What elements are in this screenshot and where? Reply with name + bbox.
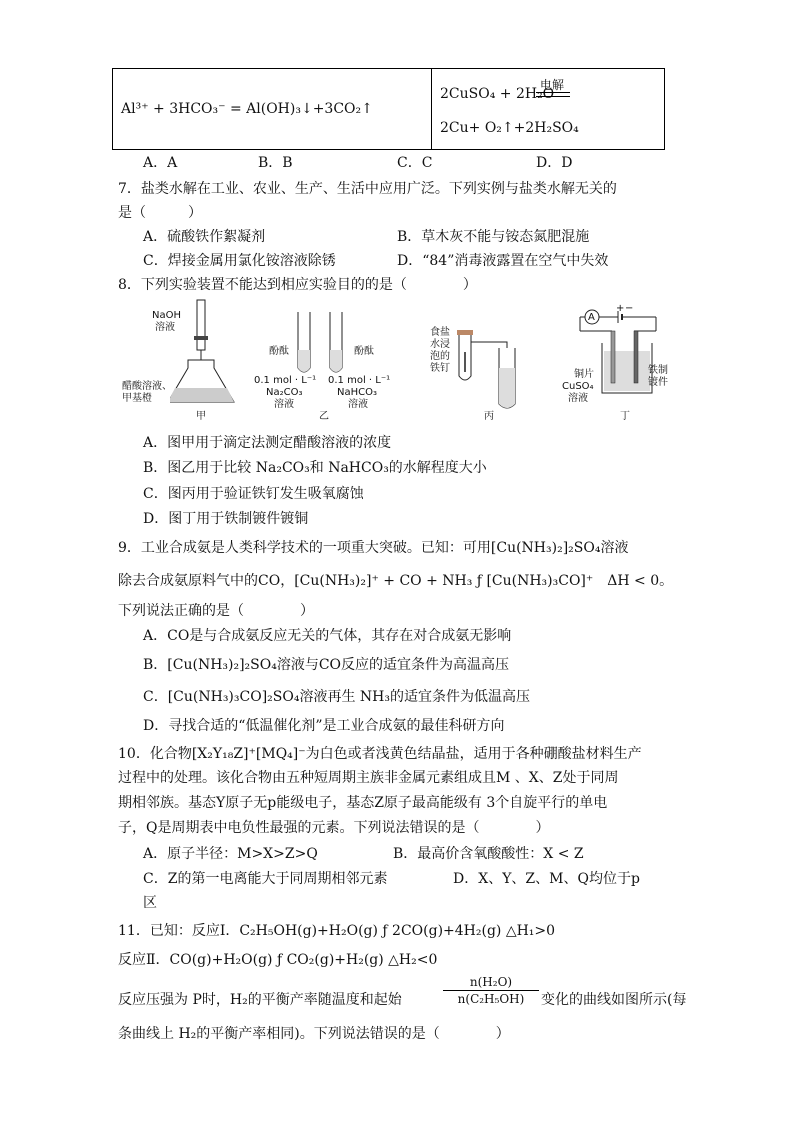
table-cell-left <box>113 69 432 150</box>
q8-stem: 8．下列实验装置不能达到相应实验目的的是（ ） <box>118 277 477 293</box>
yi-name: 乙 <box>319 411 329 422</box>
q10-option-d: D．X、Y、Z、M、Q均位于p <box>453 871 640 887</box>
table-cell-right <box>432 69 665 150</box>
q8-option-b: B．图乙用于比较 Na₂CO₃和 NaHCO₃的水解程度大小 <box>143 460 487 476</box>
q8-option-a: A．图甲用于滴定法测定醋酸溶液的浓度 <box>143 435 392 451</box>
fraction-bar <box>443 990 539 991</box>
q10-option-a: A．原子半径：M>X>Z>Q <box>143 846 318 862</box>
right-formula-line2: 2Cu+ O₂↑+2H₂SO₄ <box>440 120 579 136</box>
q11-stem-line3-pre: 反应压强为 P时，H₂的平衡产率随温度和起始 <box>118 992 402 1008</box>
jia-label-naoh: NaOH <box>152 310 181 321</box>
ding-iron2: 镀件 <box>648 377 668 388</box>
left-formula: Al³⁺ + 3HCO₃⁻ = Al(OH)₃↓+3CO₂↑ <box>121 101 373 117</box>
yi-label-conc2: 0.1 mol · L⁻¹ <box>328 375 391 386</box>
jia-name: 甲 <box>196 411 206 422</box>
q11-stem-line4: 条曲线上 H₂的平衡产率相同)。下列说法错误的是（ ） <box>118 1026 510 1042</box>
q6-option-a: A．A <box>143 155 178 171</box>
ding-name: 丁 <box>620 411 630 422</box>
q9-stem-line2: 除去合成氨原料气中的CO，[Cu(NH₃)₂]⁺ + CO + NH₃ ƒ [Cu(NH₃)₃CO]⁺ ΔH < 0。 <box>118 573 674 589</box>
q9-option-a: A．CO是与合成氨反应无关的气体，其存在对合成氨无影响 <box>143 628 512 644</box>
q9-option-c: C．[Cu(NH₃)₃CO]₂SO₄溶液再生 NH₃的适宜条件为低温高压 <box>143 689 530 705</box>
equals-arrow <box>536 92 570 97</box>
q11-stem-line1: 11．已知：反应Ⅰ．C₂H₅OH(g)+H₂O(g) ƒ 2CO(g)+4H₂(g) △H₁>0 <box>118 923 556 939</box>
electrolysis-condition: 电解 <box>540 78 565 92</box>
ding-plus: + <box>616 303 625 314</box>
ding-copper: 铜片 <box>574 369 594 380</box>
q10-stem-line4: 子，Q是周期表中电负性最强的元素。下列说法错误的是（ ） <box>118 820 550 836</box>
q8-option-d: D．图丁用于铁制镀件镀铜 <box>143 511 309 527</box>
q10-stem-line2: 过程中的处理。该化合物由五种短周期主族非金属元素组成且M 、X、Z处于同周 <box>118 770 619 786</box>
q6-option-c: C．C <box>397 155 433 171</box>
fraction-numerator: n(H₂O) <box>469 975 513 989</box>
q9-option-b: B．[Cu(NH₃)₂]₂SO₄溶液与CO反应的适宜条件为高温高压 <box>143 657 510 673</box>
q10-stem-line3: 期相邻族。基态Y原子无p能级电子，基态Z原子最高能级有 3个自旋平行的单电 <box>118 795 608 811</box>
q6-option-d: D．D <box>536 155 573 171</box>
q10-stem-line1: 10．化合物[X₂Y₁₈Z]⁺[MQ₄]⁻为白色或者浅黄色结晶盐，适用于各种硼酸盐材料生产 <box>118 746 642 762</box>
q9-option-d: D．寻找合适的“低温催化剂”是工业合成氨的最佳科研方向 <box>143 718 505 734</box>
bing-label-2: 水浸 <box>430 339 450 350</box>
yi-label-phenol1: 酚酞 <box>269 346 289 357</box>
bing-label-1: 食盐 <box>430 327 450 338</box>
yi-label-sol1: 溶液 <box>274 399 294 410</box>
bing-label-3: 泡的 <box>430 351 450 362</box>
q10-option-d-cont: 区 <box>143 895 157 911</box>
ding-minus: − <box>625 303 634 314</box>
ding-iron1: 铁制 <box>648 365 668 376</box>
q7-option-a: A．硫酸铁作絮凝剂 <box>143 229 266 245</box>
q10-option-c: C．Z的第一电离能大于同周期相邻元素 <box>143 871 388 887</box>
reaction-table <box>112 68 665 150</box>
jia-label-acetic: 醋酸溶液、 <box>122 381 172 392</box>
bing-label-4: 铁钉 <box>430 363 450 374</box>
ding-ammeter: A <box>588 312 595 323</box>
q7-option-b: B．草木灰不能与铵态氮肥混施 <box>397 229 590 245</box>
yi-label-sol2: 溶液 <box>348 399 368 410</box>
ding-solution: 溶液 <box>568 393 588 404</box>
fraction <box>443 975 539 1006</box>
q9-stem-line3: 下列说法正确的是（ ） <box>118 603 314 619</box>
q8-option-c: C．图丙用于验证铁钉发生吸氧腐蚀 <box>143 486 364 502</box>
q6-option-b: B．B <box>258 155 293 171</box>
q7-option-d: D．“84”消毒液露置在空气中失效 <box>397 253 609 269</box>
test-tubes-drawing <box>288 310 358 380</box>
q10-option-b: B．最高价含氧酸酸性：X < Z <box>393 846 584 862</box>
q11-stem-line3-post: 变化的曲线如图所示(每 <box>541 992 687 1008</box>
right-formula-line1: 2CuSO₄ + 2H₂O <box>440 86 555 102</box>
yi-label-nahco3: NaHCO₃ <box>337 387 377 398</box>
q7-stem-line1: 7．盐类水解在工业、农业、生产、生活中应用广泛。下列实例与盐类水解无关的 <box>118 181 617 197</box>
yi-label-conc1: 0.1 mol · L⁻¹ <box>254 375 317 386</box>
q7-stem-line2: 是（ ） <box>118 205 202 221</box>
burette-flask-drawing <box>170 298 240 413</box>
q11-stem-line2: 反应Ⅱ．CO(g)+H₂O(g) ƒ CO₂(g)+H₂(g) △H₂<0 <box>118 952 438 968</box>
yi-label-phenol2: 酚酞 <box>354 346 374 357</box>
nail-tube-drawing <box>455 328 525 413</box>
yi-label-na2co3: Na₂CO₃ <box>266 387 303 398</box>
jia-label-indicator: 甲基橙 <box>122 393 152 404</box>
q7-option-c: C．焊接金属用氯化铵溶液除锈 <box>143 253 336 269</box>
jia-label-solution: 溶液 <box>155 322 175 333</box>
bing-name: 丙 <box>484 411 494 422</box>
ding-cuso4: CuSO₄ <box>562 381 594 392</box>
q9-stem-line1: 9．工业合成氨是人类科学技术的一项重大突破。已知：可用[Cu(NH₃)₂]₂SO₄溶液 <box>118 540 629 556</box>
fraction-denominator: n(C₂H₅OH) <box>457 992 525 1006</box>
